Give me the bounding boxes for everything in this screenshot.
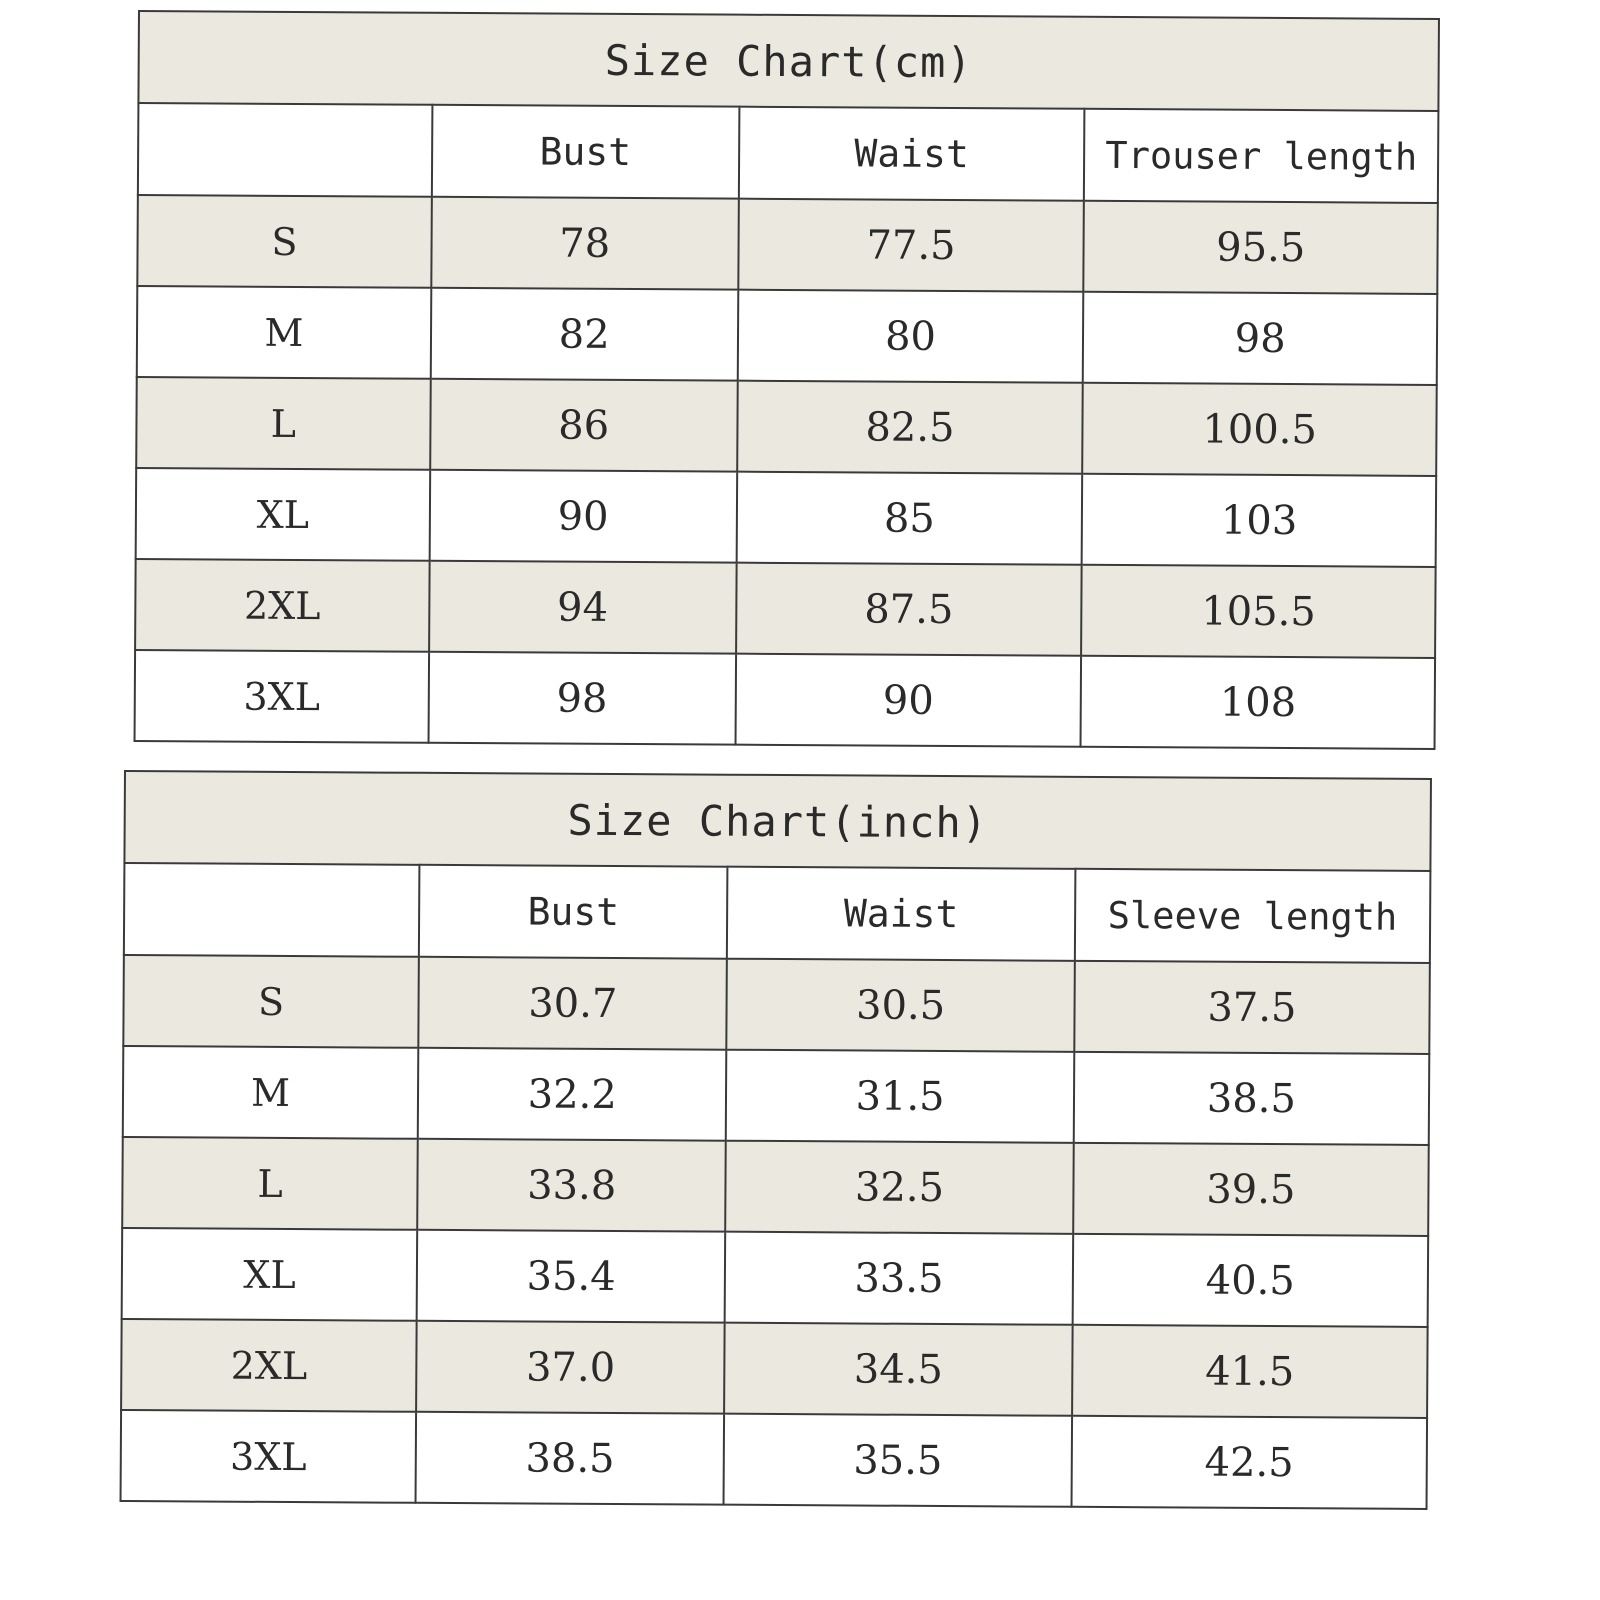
waist-value: 82.5 [737, 381, 1083, 474]
table-row [137, 195, 1438, 294]
header-size-blank [124, 863, 420, 957]
size-label: S [123, 955, 419, 1048]
size-label: 3XL [121, 1410, 417, 1503]
bust-value: 37.0 [416, 1321, 725, 1414]
trouser-length-value: 95.5 [1084, 201, 1438, 294]
bust-value: 35.4 [417, 1230, 726, 1323]
header-sleeve-length: Sleeve length [1075, 869, 1431, 963]
bust-value: 86 [430, 379, 737, 472]
size-chart-inch [120, 770, 1432, 1510]
bust-value: 32.2 [418, 1048, 727, 1141]
chart-title: Size Chart(cm) [138, 11, 1439, 111]
size-label: S [137, 195, 431, 288]
waist-value: 31.5 [726, 1050, 1074, 1143]
bust-value: 33.8 [417, 1139, 726, 1232]
waist-value: 90 [735, 654, 1081, 747]
header-waist: Waist [738, 107, 1084, 201]
size-chart-cm [134, 10, 1440, 750]
size-label: XL [136, 468, 430, 561]
table-row [123, 955, 1430, 1054]
table-row [135, 650, 1436, 749]
header-size-blank [138, 103, 432, 197]
waist-value: 32.5 [726, 1141, 1074, 1234]
table-row [122, 1228, 1429, 1327]
trouser-length-value: 108 [1081, 656, 1435, 749]
sleeve-length-value: 41.5 [1072, 1325, 1428, 1418]
bust-value: 90 [429, 470, 736, 563]
size-label: 2XL [121, 1319, 417, 1412]
table-row [135, 559, 1436, 658]
sleeve-length-value: 38.5 [1073, 1052, 1429, 1145]
size-label: 3XL [135, 650, 429, 743]
header-waist: Waist [727, 867, 1075, 961]
sleeve-length-value: 39.5 [1073, 1143, 1429, 1236]
bust-value: 82 [431, 288, 738, 381]
header-bust: Bust [432, 105, 739, 199]
size-label: L [136, 377, 430, 470]
bust-value: 30.7 [418, 957, 727, 1050]
size-label: M [123, 1046, 419, 1139]
size-label: M [137, 286, 431, 379]
size-label: L [122, 1137, 418, 1230]
table-row [121, 1410, 1428, 1509]
bust-value: 98 [428, 652, 735, 745]
bust-value: 38.5 [416, 1412, 725, 1505]
header-trouser-length: Trouser length [1084, 109, 1438, 203]
bust-value: 78 [431, 197, 738, 290]
bust-value: 94 [429, 561, 736, 654]
waist-value: 33.5 [725, 1232, 1073, 1325]
waist-value: 85 [736, 472, 1082, 565]
trouser-length-value: 98 [1083, 292, 1437, 385]
table-row [136, 468, 1437, 567]
trouser-length-value: 105.5 [1081, 565, 1435, 658]
waist-value: 77.5 [738, 199, 1084, 292]
chart-title: Size Chart(inch) [124, 771, 1431, 871]
header-bust: Bust [419, 865, 728, 959]
sleeve-length-value: 42.5 [1071, 1416, 1427, 1509]
size-label: XL [122, 1228, 418, 1321]
waist-value: 80 [737, 290, 1083, 383]
table-row [121, 1319, 1428, 1418]
waist-value: 30.5 [727, 959, 1075, 1052]
table-row [136, 377, 1437, 476]
sleeve-length-value: 40.5 [1072, 1234, 1428, 1327]
table-row [122, 1137, 1429, 1236]
table-row [123, 1046, 1430, 1145]
waist-value: 34.5 [724, 1323, 1072, 1416]
trouser-length-value: 103 [1082, 474, 1436, 567]
trouser-length-value: 100.5 [1083, 383, 1437, 476]
size-label: 2XL [135, 559, 429, 652]
table-row [137, 286, 1438, 385]
sleeve-length-value: 37.5 [1074, 961, 1430, 1054]
waist-value: 35.5 [724, 1414, 1072, 1507]
waist-value: 87.5 [736, 563, 1082, 656]
